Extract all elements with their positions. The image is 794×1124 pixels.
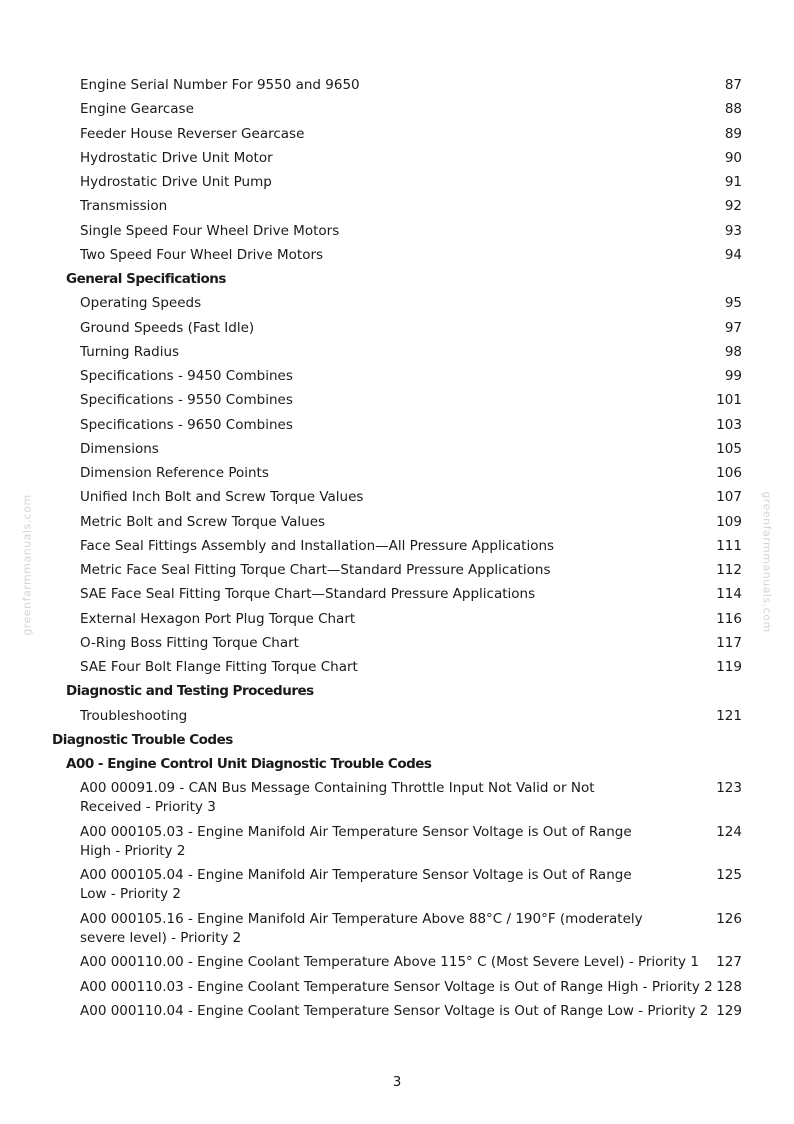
toc-entry-title: A00 000105.16 - Engine Manifold Air Temperature Above 88°C / 190°F (moderately severe level) - Priority 2	[80, 910, 643, 946]
toc-entry-page: 107	[716, 489, 742, 506]
toc-entry-title: Specifications - 9650 Combines	[80, 416, 293, 433]
toc-entry-page: 97	[724, 319, 742, 336]
toc-entry-page: 89	[724, 125, 742, 142]
toc-entry-title: Specifications - 9450 Combines	[80, 368, 293, 384]
toc-entry-title: Face Seal Fittings Assembly and Installation—All Pressure Applications	[80, 537, 555, 554]
toc-entry-page: 129	[716, 1002, 742, 1019]
toc-entry-page: 94	[724, 246, 742, 263]
toc-entry-page: 123	[716, 780, 742, 797]
toc-entry-page: 103	[716, 416, 742, 433]
toc-entry-page: 127	[716, 954, 742, 971]
toc-entry-title: A00 000105.04 - Engine Manifold Air Temperature Sensor Voltage is Out of Range Low - Priority 2	[80, 867, 632, 903]
toc-entry-page: 105	[716, 440, 742, 457]
toc-entry-page: 119	[716, 659, 742, 675]
toc-entry-title: Metric Bolt and Screw Torque Values	[80, 513, 326, 530]
toc-entry-title: Single Speed Four Wheel Drive Motors	[80, 222, 340, 239]
toc-entry-title: Ground Speeds (Fast Idle)	[80, 319, 255, 336]
toc-entry-title: O-Ring Boss Fitting Torque Chart	[80, 634, 299, 651]
toc-entry-page: 114	[716, 586, 742, 603]
toc-entry-title: Specifications - 9550 Combines	[80, 392, 293, 409]
toc-entry-page: 92	[724, 198, 742, 215]
toc-entry-title: A00 000110.03 - Engine Coolant Temperature Sensor Voltage is Out of Range High - Priority 2	[80, 978, 713, 995]
toc-entry-page: 126	[716, 910, 742, 927]
toc-entry-title: External Hexagon Port Plug Torque Chart	[80, 610, 356, 627]
toc-entry-title: A00 - Engine Control Unit Diagnostic Trouble Codes	[66, 756, 432, 772]
toc-entry-title: Feeder House Reverser Gearcase	[80, 125, 305, 142]
toc-entry-title: Diagnostic Trouble Codes	[52, 731, 233, 748]
toc-entry-page: 124	[716, 823, 742, 840]
toc-entry-title: Engine Serial Number For 9550 and 9650	[80, 77, 360, 93]
toc-entry-page: 88	[724, 101, 742, 118]
toc-entry-page: 101	[716, 392, 742, 409]
toc-entry-title: A00 000110.04 - Engine Coolant Temperature Sensor Voltage is Out of Range Low - Priority 2	[80, 1002, 709, 1019]
watermark-right: greenfarmmanuals.com	[760, 491, 774, 633]
toc-entry-page: 93	[724, 222, 742, 239]
toc-entry-page: 106	[716, 465, 742, 481]
toc-entry-page: 111	[716, 537, 742, 554]
toc-entry-page: 99	[724, 368, 742, 384]
toc-entry-page: 128	[716, 978, 742, 995]
toc-entry-title: Two Speed Four Wheel Drive Motors	[80, 246, 324, 263]
toc-entry-page: 90	[724, 149, 742, 166]
toc-entry-title: Hydrostatic Drive Unit Pump	[80, 174, 272, 190]
page-number: 3	[392, 1074, 402, 1090]
watermark-left: greenfarmmanuals.com	[20, 494, 34, 636]
toc-entry-title: A00 00091.09 - CAN Bus Message Containing Throttle Input Not Valid or Not Received - Priority 3	[80, 780, 595, 816]
toc-entry-title: A00 000110.00 - Engine Coolant Temperature Above 115° C (Most Severe Level) - Priority 1	[80, 954, 699, 971]
toc-entry-page: 91	[724, 174, 742, 190]
toc-entry-page: 95	[724, 295, 742, 312]
toc-entry-title: Unified Inch Bolt and Screw Torque Values	[80, 489, 364, 506]
toc-entry-title: Metric Face Seal Fitting Torque Chart—Standard Pressure Applications	[80, 562, 551, 578]
toc-entry-page: 87	[724, 77, 742, 93]
toc-entry-page: 121	[716, 707, 742, 724]
toc-entry-title: Dimension Reference Points	[80, 465, 269, 481]
toc-entry-title: A00 000105.03 - Engine Manifold Air Temperature Sensor Voltage is Out of Range High - Priority 2	[80, 823, 632, 859]
toc-entry-page: 98	[724, 343, 742, 360]
toc-entry-page: 117	[716, 634, 742, 651]
toc-entry-page: 116	[716, 610, 742, 627]
toc-entry-page: 112	[716, 562, 742, 578]
toc-entry-title: Transmission	[80, 198, 168, 215]
toc-entry-title: General Specifications	[66, 271, 226, 287]
toc-entry-page: 125	[716, 867, 742, 884]
toc-entry-title: Dimensions	[80, 440, 159, 457]
toc-entry-title: Engine Gearcase	[80, 101, 194, 118]
toc-entry-title: Operating Speeds	[80, 295, 202, 312]
toc-entry-title: SAE Four Bolt Flange Fitting Torque Chart	[80, 659, 358, 675]
toc-entry-title: Diagnostic and Testing Procedures	[66, 683, 314, 700]
toc-entry-title: Troubleshooting	[80, 707, 188, 724]
toc-entry-title: Hydrostatic Drive Unit Motor	[80, 149, 273, 166]
toc-entry-title: Turning Radius	[80, 343, 180, 360]
toc-entry-title: SAE Face Seal Fitting Torque Chart—Standard Pressure Applications	[80, 586, 536, 603]
toc-entry-page: 109	[716, 513, 742, 530]
